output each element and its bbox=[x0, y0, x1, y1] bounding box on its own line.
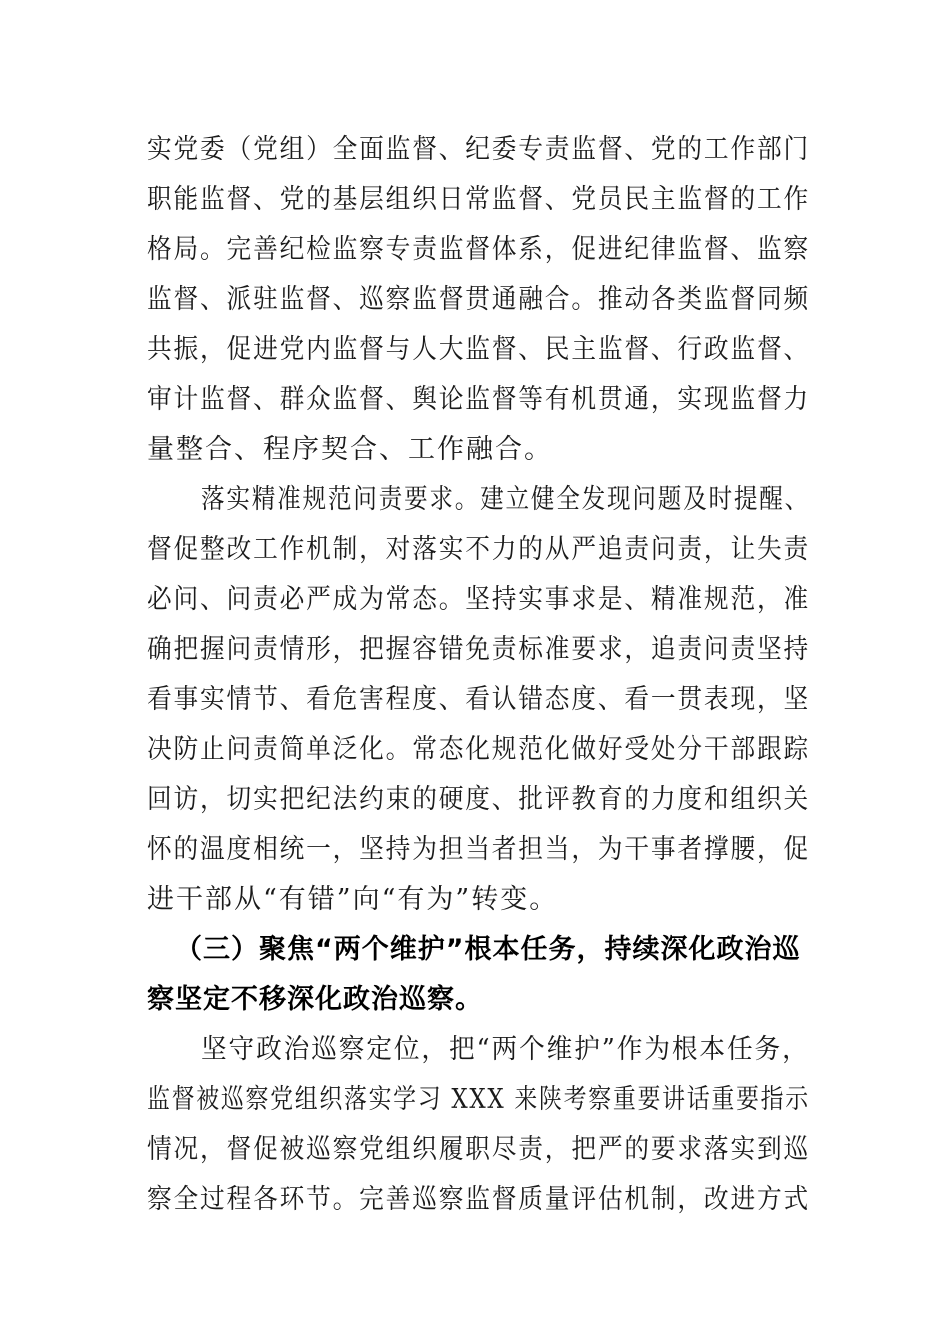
paragraph-3-line-1: 坚守政治巡察定位，把“两个维护”作为根本任务， bbox=[201, 1034, 810, 1065]
section-heading-line-2: 察坚定不移深化政治巡察。 bbox=[147, 984, 483, 1015]
paragraph-2-line-9: 进干部从“有错”向“有为”转变。 bbox=[147, 884, 559, 915]
paragraph-2-line-5: 看事实情节、看危害程度、看认错态度、看一贯表现，坚 bbox=[147, 684, 811, 715]
section-heading-line-1: （三）聚焦“两个维护”根本任务，持续深化政治巡 bbox=[175, 934, 801, 965]
paragraph-2-line-2: 督促整改工作机制，对落实不力的从严追责问责，让失责 bbox=[147, 534, 811, 565]
paragraph-3-line-3: 情况，督促被巡察党组织履职尽责，把严的要求落实到巡 bbox=[147, 1134, 811, 1165]
paragraph-1-line-4: 监督、派驻监督、巡察监督贯通融合。推动各类监督同频 bbox=[147, 284, 811, 315]
paragraph-2-line-1: 落实精准规范问责要求。建立健全发现问题及时提醒、 bbox=[201, 484, 810, 515]
paragraph-2-line-4: 确把握问责情形，把握容错免责标准要求，追责问责坚持 bbox=[147, 634, 811, 665]
paragraph-3-line-4: 察全过程各环节。完善巡察监督质量评估机制，改进方式 bbox=[147, 1184, 811, 1215]
paragraph-1-line-1: 实党委（党组）全面监督、纪委专责监督、党的工作部门 bbox=[147, 134, 811, 165]
paragraph-1-line-7: 量整合、程序契合、工作融合。 bbox=[147, 434, 553, 465]
paragraph-2-line-8: 怀的温度相统一，坚持为担当者担当，为干事者撑腰，促 bbox=[147, 834, 811, 865]
paragraph-1-line-6: 审计监督、群众监督、舆论监督等有机贯通，实现监督力 bbox=[147, 384, 811, 415]
paragraph-1-line-2: 职能监督、党的基层组织日常监督、党员民主监督的工作 bbox=[147, 184, 811, 215]
paragraph-1-line-5: 共振，促进党内监督与人大监督、民主监督、行政监督、 bbox=[147, 334, 811, 365]
paragraph-2-line-3: 必问、问责必严成为常态。坚持实事求是、精准规范，准 bbox=[147, 584, 811, 615]
paragraph-1-line-3: 格局。完善纪检监察专责监督体系，促进纪律监督、监察 bbox=[147, 234, 811, 265]
paragraph-2-line-7: 回访，切实把纪法约束的硬度、批评教育的力度和组织关 bbox=[147, 784, 811, 815]
paragraph-2-line-6: 决防止问责简单泛化。常态化规范化做好受处分干部跟踪 bbox=[147, 734, 811, 765]
paragraph-3-line-2: 监督被巡察党组织落实学习 XXX 来陕考察重要讲话重要指示 bbox=[147, 1084, 810, 1115]
